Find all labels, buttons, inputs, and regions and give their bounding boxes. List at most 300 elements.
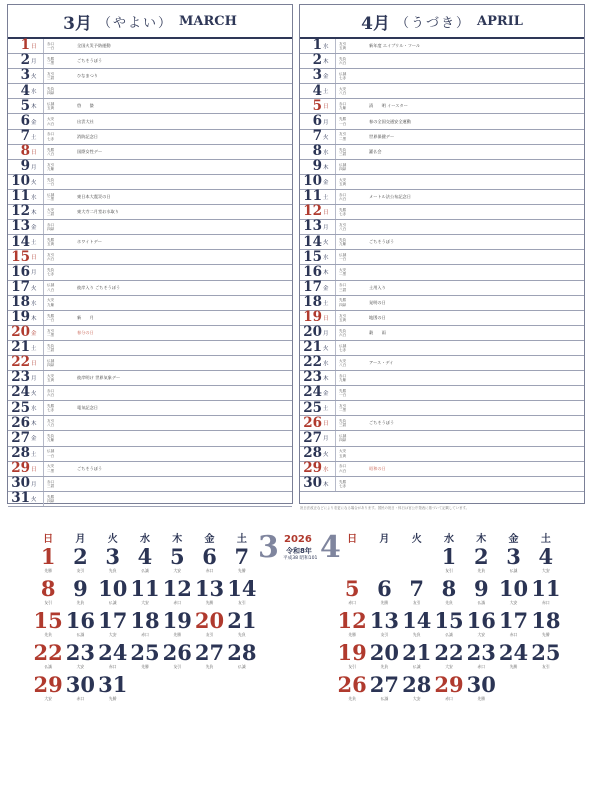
weekday-label: 水 bbox=[31, 89, 37, 96]
event-text: 全国火災予防運動 bbox=[77, 43, 111, 49]
row-divider bbox=[335, 311, 336, 325]
rokuyo-label: 赤口 六白 bbox=[339, 192, 347, 201]
weekday-label: 金 bbox=[31, 119, 37, 126]
march-english: MARCH bbox=[178, 13, 237, 29]
mini-day-cell bbox=[129, 546, 161, 578]
mini-day-number: 24 bbox=[498, 640, 529, 665]
day-number: 17 bbox=[303, 278, 322, 295]
weekday-label: 日 bbox=[31, 149, 37, 156]
row-divider bbox=[335, 250, 336, 264]
weekday-label: 月 bbox=[323, 330, 329, 337]
april-day-row bbox=[300, 356, 584, 371]
weekday-label: 月 bbox=[31, 164, 37, 171]
weekday-label: 木 bbox=[323, 59, 329, 66]
mini-day-cell bbox=[433, 674, 465, 706]
row-divider bbox=[335, 431, 336, 445]
event-text: 清 明 イースター bbox=[369, 103, 408, 109]
event-text: 消防記念日 bbox=[77, 133, 98, 139]
row-divider bbox=[335, 175, 336, 189]
event-text: 国際女性デー bbox=[77, 148, 103, 154]
mini-rokuyo: 赤口 bbox=[205, 568, 214, 573]
march-day-row bbox=[8, 341, 292, 356]
march-day-row bbox=[8, 99, 292, 114]
mini-day-number: 8 bbox=[40, 576, 56, 601]
weekday-label: 木 bbox=[31, 104, 37, 111]
mini-day-cell bbox=[226, 546, 258, 578]
mini-rokuyo: 友引 bbox=[542, 664, 550, 669]
weekday-header: 火 bbox=[411, 533, 422, 545]
row-divider bbox=[43, 205, 44, 219]
mini-day-cell bbox=[433, 546, 465, 578]
march-day-row bbox=[8, 114, 292, 129]
weekday-header: 土 bbox=[540, 533, 551, 545]
mini-day-cell bbox=[465, 546, 497, 578]
mini-day-cell bbox=[32, 674, 64, 706]
april-day-row bbox=[300, 220, 584, 235]
march-header bbox=[8, 5, 292, 39]
mini-empty-cell bbox=[161, 674, 193, 706]
march-day-row bbox=[8, 401, 292, 416]
mini-day-number: 28 bbox=[402, 672, 432, 697]
rokuyo-label: 友引 八白 bbox=[339, 222, 347, 232]
day-number: 6 bbox=[20, 112, 30, 129]
weekday-label: 木 bbox=[323, 376, 329, 383]
april-day-row bbox=[300, 401, 584, 416]
day-number: 4 bbox=[312, 82, 322, 99]
april-reading: （うづき） bbox=[395, 15, 471, 31]
rokuyo-label: 先勝 一白 bbox=[339, 389, 347, 398]
april-day-row bbox=[300, 326, 584, 341]
event-text: ごちそうぼう bbox=[77, 58, 103, 64]
rokuyo-label: 先負 七赤 bbox=[47, 268, 55, 277]
row-divider bbox=[335, 190, 336, 204]
mini-day-cell bbox=[401, 642, 433, 674]
mini-rokuyo: 友引 bbox=[173, 664, 182, 669]
day-number: 30 bbox=[303, 475, 322, 492]
row-divider bbox=[43, 235, 44, 249]
rokuyo-label: 先負 一白 bbox=[47, 177, 55, 186]
rokuyo-label: 仏滅 五黄 bbox=[47, 102, 55, 111]
rokuyo-label: 大安 五黄 bbox=[47, 373, 55, 383]
mini-day-number: 15 bbox=[33, 608, 63, 633]
weekday-label: 木 bbox=[323, 481, 329, 488]
april-day-row bbox=[300, 114, 584, 129]
rokuyo-label: 先負 九紫 bbox=[339, 238, 347, 247]
weekday-label: 木 bbox=[323, 164, 329, 171]
march-day-row bbox=[8, 293, 292, 311]
weekday-label: 火 bbox=[31, 74, 37, 81]
day-number: 8 bbox=[20, 142, 30, 159]
mini-day-number: 18 bbox=[130, 608, 160, 633]
march-day-row bbox=[8, 356, 292, 371]
day-number: 12 bbox=[11, 203, 30, 220]
rokuyo-label: 仏滅 二黒 bbox=[47, 192, 55, 201]
mini-day-number: 30 bbox=[466, 672, 496, 697]
weekday-label: 火 bbox=[31, 496, 37, 503]
mini-day-cell bbox=[497, 578, 529, 610]
mini-day-cell bbox=[433, 642, 465, 674]
mini-day-cell bbox=[129, 610, 161, 642]
row-divider bbox=[43, 326, 44, 340]
day-number: 2 bbox=[20, 52, 30, 69]
row-divider bbox=[335, 326, 336, 340]
rokuyo-label: 友引 九紫 bbox=[47, 162, 55, 171]
mini-rokuyo: 先勝 bbox=[348, 632, 356, 637]
mini-day-number: 28 bbox=[227, 640, 257, 665]
mini-rokuyo: 先負 bbox=[44, 632, 52, 637]
rokuyo-label: 先勝 四緑 bbox=[47, 494, 55, 503]
rokuyo-label: 先負 六白 bbox=[339, 328, 347, 337]
era-sub-label: 平成38 昭和101 bbox=[283, 556, 318, 561]
mini-day-cell bbox=[465, 674, 497, 706]
mini-day-number: 17 bbox=[498, 608, 529, 633]
rokuyo-label: 赤口 九紫 bbox=[339, 373, 347, 383]
event-text: 春の全国交通安全運動 bbox=[369, 118, 411, 124]
mini-rokuyo: 先勝 bbox=[173, 632, 182, 637]
day-number: 26 bbox=[11, 414, 30, 431]
weekday-label: 月 bbox=[323, 119, 329, 126]
mini-empty-cell bbox=[368, 546, 400, 578]
weekday-label: 土 bbox=[323, 194, 329, 201]
mini-day-cell bbox=[161, 610, 193, 642]
center-year-block bbox=[258, 530, 340, 570]
mini-rokuyo: 先負 bbox=[238, 632, 246, 637]
mini-day-cell bbox=[129, 642, 161, 674]
row-divider bbox=[43, 386, 44, 400]
mini-rokuyo: 先負 bbox=[445, 600, 453, 605]
day-number: 22 bbox=[303, 354, 322, 371]
day-number: 21 bbox=[11, 339, 30, 356]
row-divider bbox=[43, 175, 44, 189]
row-divider bbox=[43, 220, 44, 234]
mini-rokuyo: 仏滅 bbox=[380, 696, 389, 701]
row-divider bbox=[335, 341, 336, 355]
mini-day-cell bbox=[336, 610, 368, 642]
day-number: 7 bbox=[312, 127, 322, 144]
rokuyo-label: 先勝 四緑 bbox=[339, 298, 347, 307]
weekday-label: 土 bbox=[323, 406, 329, 413]
march-day-row bbox=[8, 175, 292, 190]
row-divider bbox=[335, 462, 336, 476]
rokuyo-label: 赤口 六白 bbox=[47, 389, 55, 398]
row-divider bbox=[43, 356, 44, 370]
weekday-label: 水 bbox=[31, 194, 37, 201]
april-day-row bbox=[300, 205, 584, 220]
april-day-row bbox=[300, 127, 584, 145]
mini-rokuyo: 大安 bbox=[141, 600, 149, 605]
weekday-label: 水 bbox=[323, 255, 329, 262]
row-divider bbox=[43, 401, 44, 415]
weekday-label: 月 bbox=[31, 376, 37, 383]
row-divider bbox=[43, 145, 44, 159]
day-number: 21 bbox=[303, 339, 322, 356]
row-divider bbox=[43, 69, 44, 83]
mini-rokuyo: 友引 bbox=[205, 632, 214, 637]
mini-day-number: 14 bbox=[227, 576, 257, 601]
march-day-row bbox=[8, 69, 292, 84]
mini-rokuyo: 先負 bbox=[205, 664, 214, 669]
mini-rokuyo: 赤口 bbox=[445, 696, 453, 701]
day-number: 17 bbox=[11, 278, 30, 295]
event-text: 東大寺二月堂お水取り bbox=[77, 209, 119, 215]
mini-day-number: 8 bbox=[441, 576, 457, 601]
weekday-header: 水 bbox=[139, 533, 150, 545]
march-reading: （やよい） bbox=[97, 15, 173, 31]
mini-day-cell bbox=[465, 610, 497, 642]
weekday-label: 月 bbox=[323, 225, 329, 232]
mini-rokuyo: 赤口 bbox=[509, 632, 518, 637]
rokuyo-label: 先勝 七赤 bbox=[339, 479, 347, 488]
rokuyo-label: 大安 三碧 bbox=[47, 207, 55, 217]
row-divider bbox=[43, 114, 44, 128]
mini-day-cell bbox=[401, 674, 433, 706]
rokuyo-label: 赤口 四緑 bbox=[47, 222, 55, 232]
march-day-row bbox=[8, 431, 292, 446]
mini-day-number: 15 bbox=[434, 608, 464, 633]
weekday-header: 金 bbox=[204, 533, 215, 545]
mini-rokuyo: 先勝 bbox=[542, 632, 550, 637]
day-number: 30 bbox=[11, 475, 30, 492]
weekday-label: 金 bbox=[323, 179, 329, 186]
weekday-label: 木 bbox=[31, 421, 37, 428]
rokuyo-label: 先負 九紫 bbox=[47, 434, 55, 443]
event-text: ごちそうぼう bbox=[369, 420, 395, 426]
row-divider bbox=[335, 356, 336, 370]
rokuyo-label: 先勝 七赤 bbox=[339, 207, 347, 217]
mini-day-cell bbox=[465, 642, 497, 674]
row-divider bbox=[43, 250, 44, 264]
mini-rokuyo: 友引 bbox=[412, 600, 421, 605]
weekday-label: 水 bbox=[31, 300, 37, 307]
weekday-header: 金 bbox=[508, 533, 519, 545]
day-number: 23 bbox=[303, 369, 322, 386]
rokuyo-label: 仏滅 一白 bbox=[339, 253, 347, 262]
mini-day-cell bbox=[161, 578, 193, 610]
march-day-row bbox=[8, 54, 292, 69]
event-text: 啓 蟄 bbox=[77, 103, 94, 109]
mini-day-cell bbox=[32, 578, 64, 610]
event-text: 地図の日 bbox=[369, 314, 386, 320]
march-day-row bbox=[8, 308, 292, 326]
april-day-row bbox=[300, 293, 584, 311]
day-number: 7 bbox=[20, 127, 30, 144]
mini-day-cell bbox=[97, 610, 129, 642]
mini-day-cell bbox=[336, 578, 368, 610]
mini-day-number: 29 bbox=[33, 672, 63, 697]
mini-rokuyo: 先負 bbox=[380, 664, 389, 669]
day-number: 19 bbox=[11, 308, 30, 325]
mini-rokuyo: 先負 bbox=[477, 568, 486, 573]
mini-day-cell bbox=[401, 578, 433, 610]
day-number: 3 bbox=[312, 67, 322, 84]
mini-rokuyo: 仏滅 bbox=[477, 600, 486, 605]
row-divider bbox=[43, 447, 44, 461]
weekday-label: 月 bbox=[31, 270, 37, 277]
mini-day-cell bbox=[64, 610, 96, 642]
event-text: ごちそうぼう bbox=[77, 465, 103, 471]
march-day-row bbox=[8, 127, 292, 145]
day-number: 25 bbox=[11, 399, 30, 416]
mini-rokuyo: 赤口 bbox=[76, 696, 85, 701]
day-number: 14 bbox=[303, 233, 322, 250]
rokuyo-label: 大安 八白 bbox=[339, 87, 347, 96]
day-number: 24 bbox=[11, 384, 30, 401]
day-number: 15 bbox=[11, 248, 30, 265]
mini-day-cell bbox=[129, 578, 161, 610]
mini-rokuyo: 先勝 bbox=[44, 568, 52, 573]
mini-day-cell bbox=[193, 642, 225, 674]
weekday-label: 金 bbox=[31, 225, 37, 232]
mini-rokuyo: 赤口 bbox=[173, 600, 182, 605]
rokuyo-label: 仏滅 四緑 bbox=[339, 434, 347, 443]
weekday-label: 火 bbox=[31, 285, 37, 292]
day-number: 27 bbox=[303, 429, 322, 446]
day-number: 6 bbox=[312, 112, 322, 129]
mini-rokuyo: 友引 bbox=[238, 600, 246, 605]
day-number: 3 bbox=[20, 67, 30, 84]
rokuyo-label: 大安 六白 bbox=[47, 117, 55, 126]
event-text: アース・デイ bbox=[369, 360, 394, 366]
weekday-label: 金 bbox=[323, 285, 329, 292]
march-day-row bbox=[8, 416, 292, 431]
mini-day-number: 23 bbox=[65, 640, 96, 665]
march-day-row bbox=[8, 39, 292, 54]
mini-day-number: 13 bbox=[369, 608, 400, 633]
mini-day-number: 12 bbox=[337, 608, 367, 633]
rokuyo-label: 先勝 七赤 bbox=[47, 404, 55, 413]
april-day-row bbox=[300, 444, 584, 462]
day-number: 13 bbox=[303, 218, 322, 235]
april-panel bbox=[299, 4, 585, 504]
rokuyo-label: 赤口 三碧 bbox=[47, 479, 55, 488]
march-day-row bbox=[8, 492, 292, 507]
row-divider bbox=[43, 462, 44, 476]
mini-empty-cell bbox=[336, 546, 368, 578]
row-divider bbox=[335, 296, 336, 310]
weekday-label: 水 bbox=[31, 406, 37, 413]
mini-rokuyo: 先勝 bbox=[380, 600, 389, 605]
mini-day-number: 19 bbox=[337, 640, 367, 665]
row-divider bbox=[335, 205, 336, 219]
day-number: 2 bbox=[312, 52, 322, 69]
mini-day-number: 2 bbox=[473, 544, 489, 569]
event-text: 彼岸入り ごちそうぼう bbox=[77, 284, 121, 290]
row-divider bbox=[335, 371, 336, 385]
row-divider bbox=[335, 235, 336, 249]
mini-rokuyo: 赤口 bbox=[141, 632, 149, 637]
day-number: 26 bbox=[303, 414, 322, 431]
march-day-row bbox=[8, 220, 292, 235]
mini-day-cell bbox=[465, 578, 497, 610]
weekday-label: 金 bbox=[323, 391, 329, 398]
mini-empty-cell bbox=[129, 674, 161, 706]
mini-day-cell bbox=[368, 674, 400, 706]
rokuyo-label: 仏滅 七赤 bbox=[339, 72, 347, 81]
mini-day-number: 10 bbox=[98, 576, 128, 601]
day-number: 28 bbox=[303, 444, 322, 461]
mini-day-number: 13 bbox=[194, 576, 225, 601]
april-day-row bbox=[300, 39, 584, 54]
row-divider bbox=[43, 99, 44, 113]
mini-day-number: 27 bbox=[194, 640, 225, 665]
mini-empty-cell bbox=[530, 674, 562, 706]
march-day-row bbox=[8, 265, 292, 280]
mini-day-cell bbox=[64, 674, 96, 706]
march-day-row bbox=[8, 278, 292, 296]
march-day-row bbox=[8, 250, 292, 265]
row-divider bbox=[335, 477, 336, 491]
mini-day-number: 22 bbox=[33, 640, 63, 665]
weekday-label: 土 bbox=[31, 134, 37, 141]
rokuyo-label: 大安 五黄 bbox=[339, 449, 347, 458]
mini-rokuyo: 先勝 bbox=[477, 696, 486, 701]
weekday-header: 木 bbox=[476, 533, 487, 545]
weekday-header: 水 bbox=[443, 533, 454, 545]
rokuyo-label: 大安 九紫 bbox=[47, 298, 55, 307]
row-divider bbox=[335, 386, 336, 400]
march-panel bbox=[7, 4, 293, 507]
rokuyo-label: 先勝 二黒 bbox=[47, 56, 55, 66]
event-text: ごちそうぼう bbox=[369, 239, 395, 245]
mini-day-cell bbox=[433, 610, 465, 642]
mini-day-cell bbox=[161, 642, 193, 674]
row-divider bbox=[43, 431, 44, 445]
april-day-row bbox=[300, 175, 584, 190]
row-divider bbox=[335, 265, 336, 279]
row-divider bbox=[43, 341, 44, 355]
march-day-row bbox=[8, 142, 292, 160]
weekday-header: 日 bbox=[347, 533, 358, 545]
weekday-label: 日 bbox=[323, 315, 329, 322]
rokuyo-label: 仏滅 七赤 bbox=[339, 343, 347, 352]
mini-day-cell bbox=[368, 578, 400, 610]
day-number: 23 bbox=[11, 369, 30, 386]
event-text: 出雲大社 bbox=[77, 118, 94, 124]
event-text: 新 月 bbox=[77, 314, 94, 320]
row-divider bbox=[335, 114, 336, 128]
march-day-row bbox=[8, 326, 292, 341]
rokuyo-label: 大安 二黒 bbox=[47, 464, 55, 473]
weekday-label: 水 bbox=[323, 361, 329, 368]
mini-day-number: 12 bbox=[162, 576, 192, 601]
weekday-label: 月 bbox=[323, 436, 329, 443]
mini-rokuyo: 先勝 bbox=[238, 568, 246, 573]
day-number: 9 bbox=[312, 158, 322, 175]
march-day-row bbox=[8, 235, 292, 250]
day-number: 29 bbox=[303, 459, 322, 476]
april-day-row bbox=[300, 235, 584, 250]
mini-day-number: 23 bbox=[466, 640, 496, 665]
day-number: 8 bbox=[312, 142, 322, 159]
march-day-row bbox=[8, 205, 292, 220]
mini-rokuyo: 先勝 bbox=[509, 664, 518, 669]
mini-day-cell bbox=[530, 610, 562, 642]
row-divider bbox=[335, 54, 336, 68]
event-text: 電気記念日 bbox=[77, 405, 98, 411]
row-divider bbox=[335, 145, 336, 159]
rokuyo-label: 先負 三碧 bbox=[339, 419, 347, 428]
mini-rokuyo: 大安 bbox=[44, 696, 52, 701]
mini-rokuyo: 先負 bbox=[108, 568, 117, 573]
mini-day-number: 4 bbox=[538, 544, 554, 569]
mini-day-cell bbox=[97, 642, 129, 674]
event-text: ひなまつり bbox=[77, 73, 98, 79]
weekday-label: 火 bbox=[323, 240, 329, 247]
mini-day-number: 9 bbox=[73, 576, 88, 601]
mini-rokuyo: 仏滅 bbox=[412, 664, 421, 669]
row-divider bbox=[335, 99, 336, 113]
weekday-header: 月 bbox=[75, 533, 86, 545]
